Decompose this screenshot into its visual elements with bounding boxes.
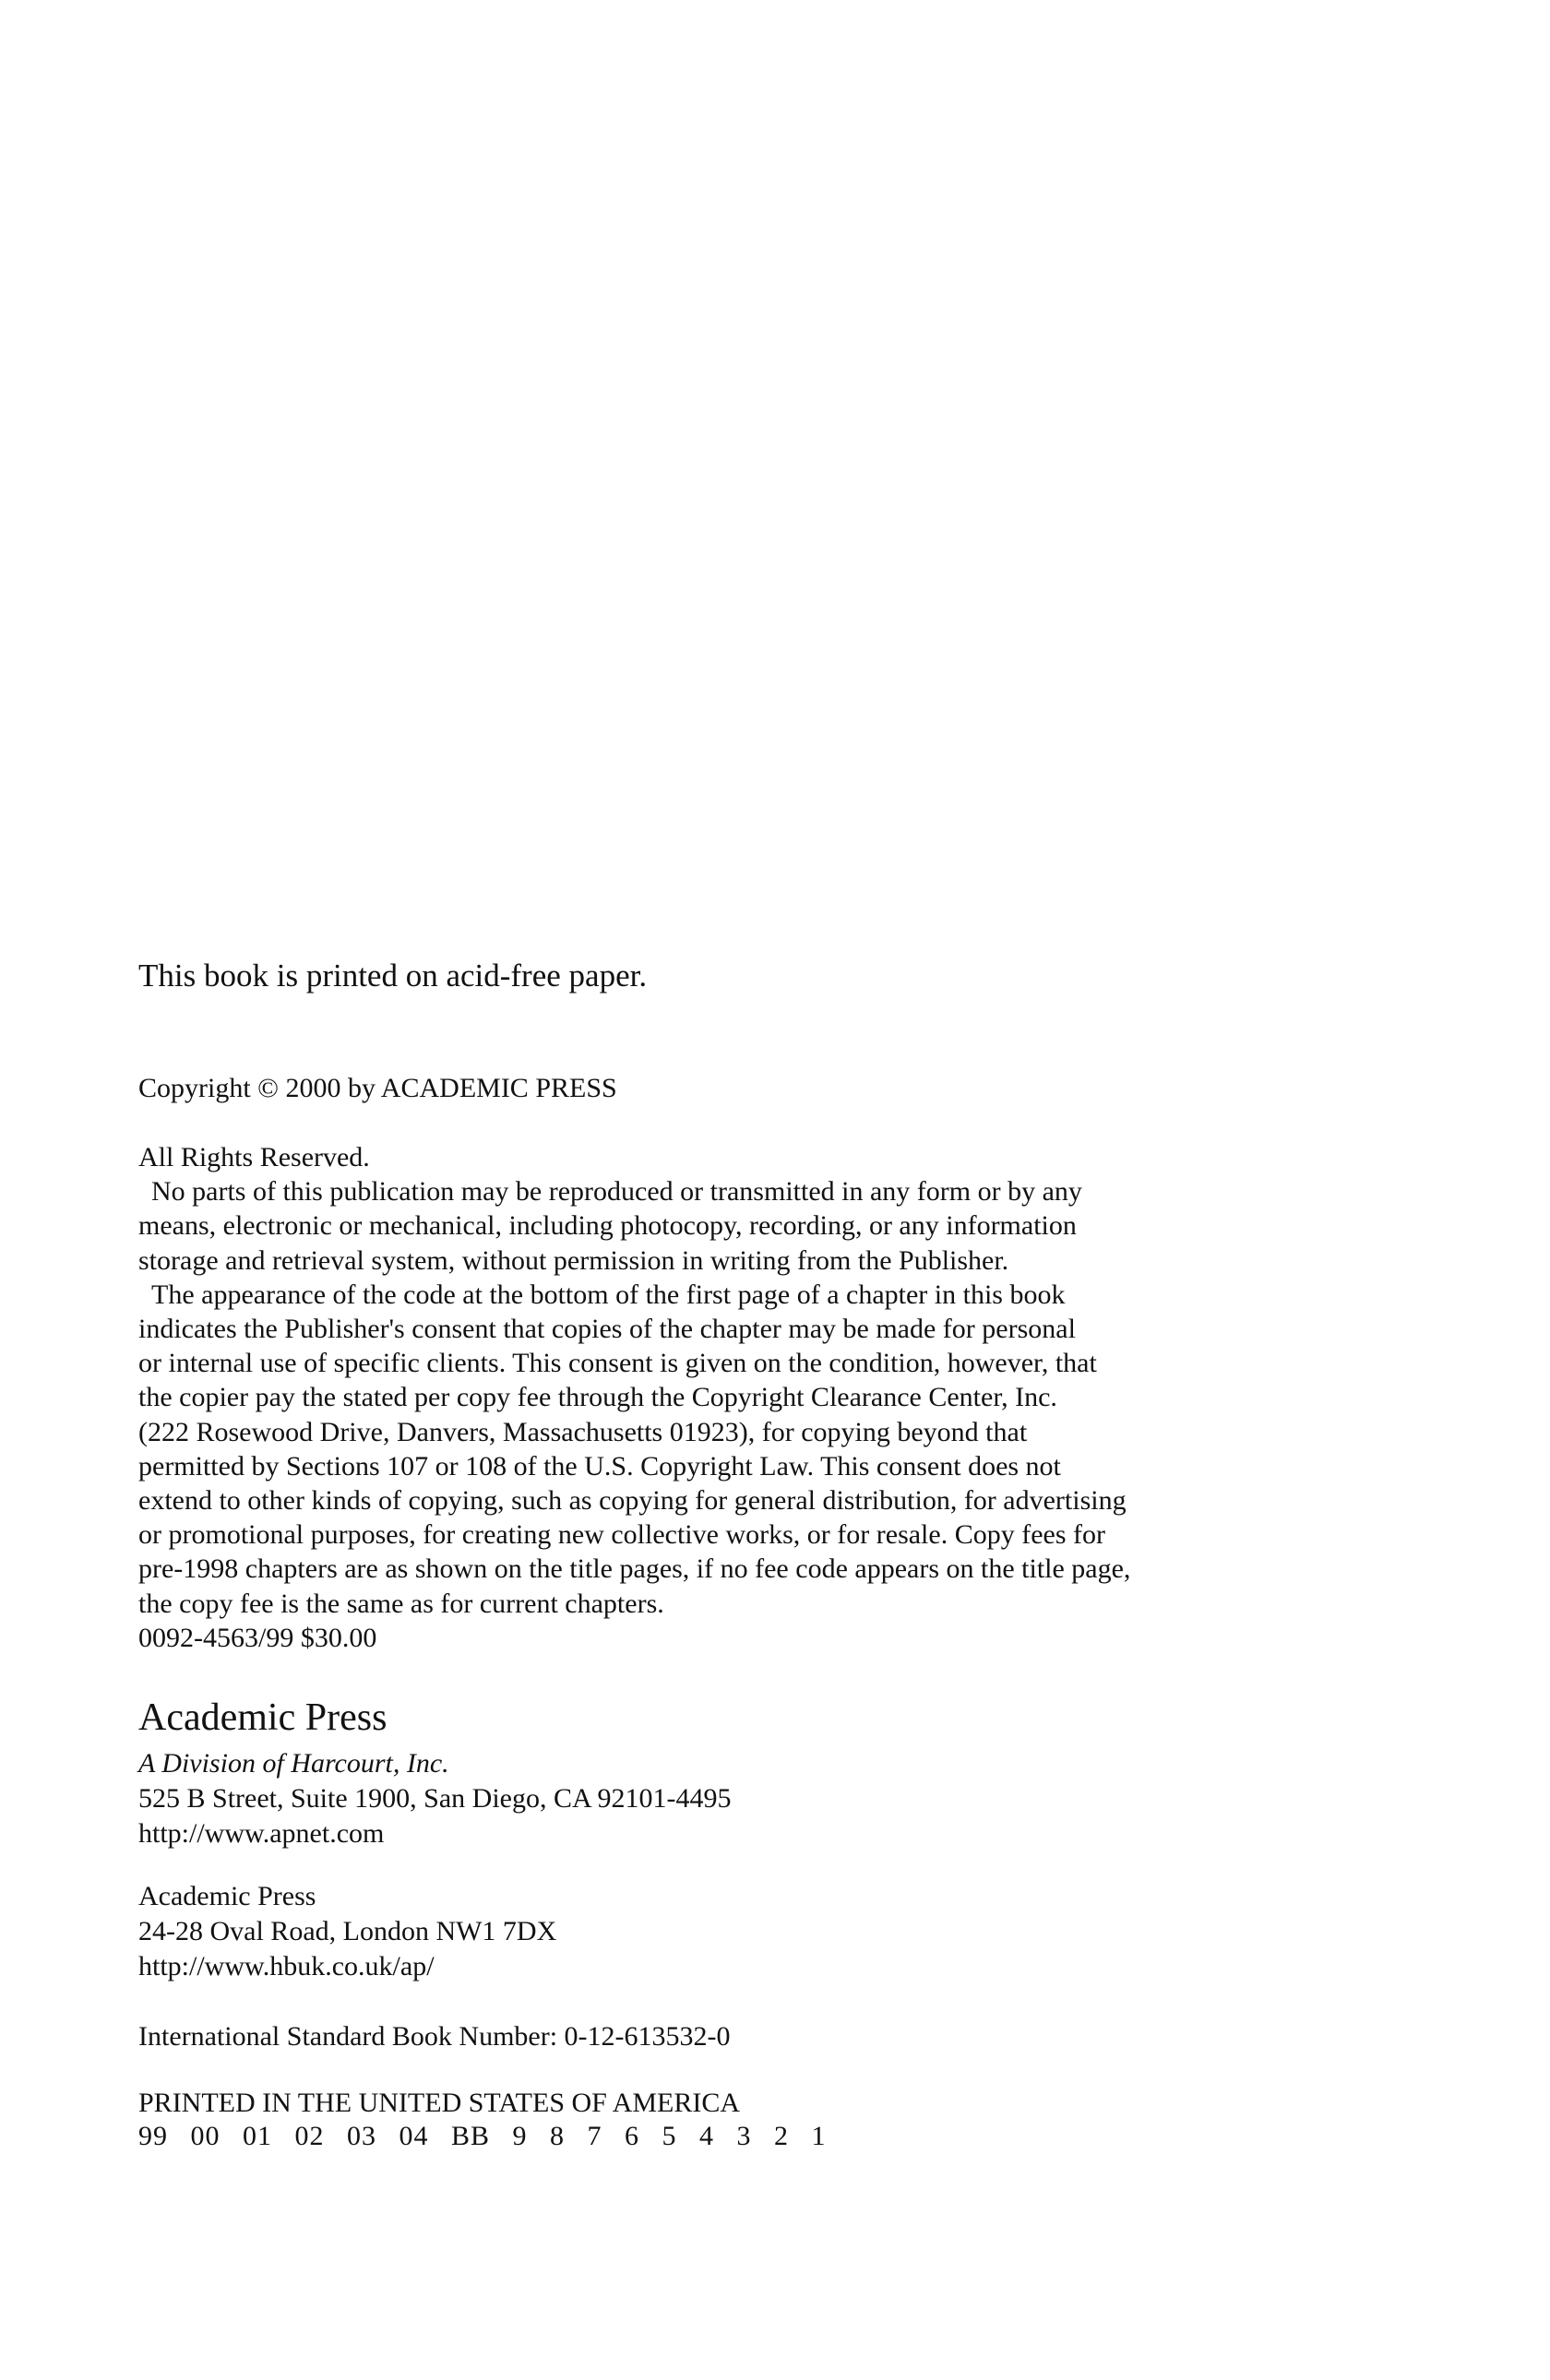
rights-paragraph2-line: the copy fee is the same as for current chapters. bbox=[138, 1588, 664, 1619]
rights-paragraph2-line: or internal use of specific clients. This consent is given on the condition, however, that bbox=[138, 1348, 1097, 1379]
publisher-uk-url: http://www.hbuk.co.uk/ap/ bbox=[138, 1951, 435, 1981]
publisher-uk-address-block bbox=[138, 1879, 1273, 1984]
rights-paragraph2-line: extend to other kinds of copying, such as copying for general distribution, for advertising bbox=[138, 1485, 1127, 1517]
publisher-us-name: Academic Press bbox=[138, 1696, 388, 1739]
rights-paragraph2-line: the copier pay the stated per copy fee through the Copyright Clearance Center, Inc. bbox=[138, 1382, 1057, 1413]
acid-free-note: This book is printed on acid-free paper. bbox=[138, 958, 648, 994]
printing-codes: 99 00 01 02 03 04 BB 9 8 7 6 5 4 3 2 1 bbox=[138, 2121, 827, 2151]
printed-in-line: PRINTED IN THE UNITED STATES OF AMERICA bbox=[138, 2088, 741, 2118]
printing-info bbox=[138, 2087, 1273, 2153]
rights-heading: All Rights Reserved. bbox=[138, 1142, 370, 1172]
rights-paragraph2-line: indicates the Publisher's consent that copies of the chapter may be made for personal bbox=[138, 1314, 1076, 1345]
rights-paragraph1-line: No parts of this publication may be reproduced or transmitted in any form or by any bbox=[151, 1176, 1082, 1208]
fee-code: 0092-4563/99 $30.00 bbox=[138, 1622, 377, 1653]
rights-paragraph1-line: means, electronic or mechanical, including photocopy, recording, or any information bbox=[138, 1210, 1077, 1242]
rights-paragraph2-line: permitted by Sections 107 or 108 of the U.S. Copyright Law. This consent does not bbox=[138, 1450, 1061, 1482]
publisher-uk-address: 24-28 Oval Road, London NW1 7DX bbox=[138, 1916, 557, 1946]
rights-paragraph2-line: pre-1998 chapters are as shown on the title pages, if no fee code appears on the title page, bbox=[138, 1553, 1131, 1585]
rights-paragraph2-line: or promotional purposes, for creating new collective works, or for resale. Copy fees for bbox=[138, 1519, 1105, 1551]
isbn-line: International Standard Book Number: 0-12-613532-0 bbox=[138, 2021, 731, 2052]
publisher-division: A Division of Harcourt, Inc. bbox=[138, 1748, 449, 1779]
rights-section bbox=[138, 1140, 1292, 1655]
publisher-us-url: http://www.apnet.com bbox=[138, 1818, 385, 1849]
publisher-us-address: 525 B Street, Suite 1900, San Diego, CA 92101-4495 bbox=[138, 1783, 732, 1814]
rights-paragraph2-line: The appearance of the code at the bottom of the first page of a chapter in this book bbox=[151, 1279, 1066, 1310]
copyright-line: Copyright © 2000 by ACADEMIC PRESS bbox=[138, 1073, 617, 1103]
publisher-uk-name: Academic Press bbox=[138, 1881, 316, 1911]
rights-paragraph1-line: storage and retrieval system, without permission in writing from the Publisher. bbox=[138, 1244, 1009, 1276]
rights-paragraph2-line: (222 Rosewood Drive, Danvers, Massachusetts 01923), for copying beyond that bbox=[138, 1416, 1028, 1447]
publisher-us-address-block bbox=[138, 1746, 1273, 1851]
